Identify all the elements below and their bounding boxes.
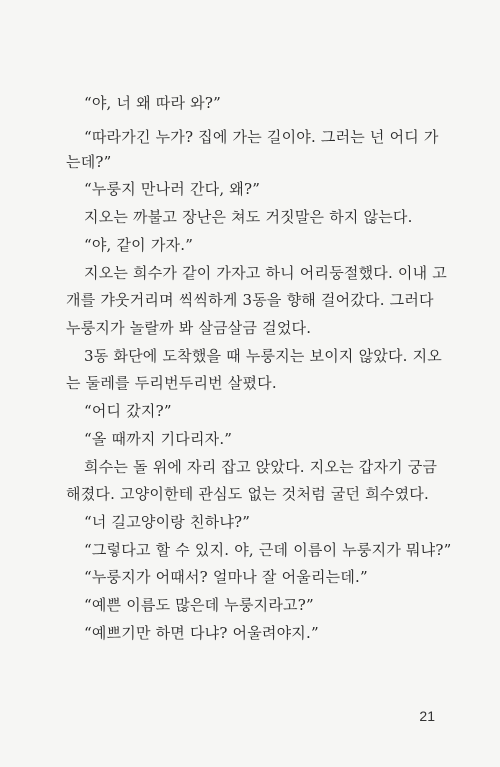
text-line: 3동 화단에 도착했을 때 누룽지는 보이지 않았다. 지오 (84, 347, 442, 365)
text-line: “예쁜 이름도 많은데 누룽지라고?” (84, 596, 314, 614)
text-line: 지오는 까불고 장난은 쳐도 거짓말은 하지 않는다. (84, 208, 413, 226)
text-line: “따라가긴 누가? 집에 가는 길이야. 그러는 넌 어디 가 (84, 128, 439, 146)
text-line: 누룽지가 놀랄까 봐 살금살금 걸었다. (66, 319, 312, 337)
text-line: “예쁘기만 하면 다냐? 어울려야지.” (84, 624, 319, 642)
text-line: 는 둘레를 두리번두리번 살폈다. (66, 374, 277, 392)
text-line: “야, 너 왜 따라 와?” (84, 94, 221, 112)
text-line: “누룽지 만나러 간다, 왜?” (84, 180, 261, 198)
text-line: “누룽지가 어때서? 얼마나 잘 어울리는데.” (84, 568, 368, 586)
text-line: 는데?” (66, 153, 112, 171)
text-line: 지오는 희수가 같이 가자고 하니 어리둥절했다. 이내 고 (84, 264, 447, 282)
text-line: 희수는 돌 위에 자리 잡고 앉았다. 지오는 갑자기 궁금 (84, 458, 438, 476)
text-line: “너 길고양이랑 친하냐?” (84, 513, 251, 531)
text-line: “올 때까지 기다리자.” (84, 430, 233, 448)
text-line: “야, 같이 가자.” (84, 236, 194, 254)
text-line: 개를 갸웃거리며 씩씩하게 3동을 향해 걸어갔다. 그러다 (66, 291, 434, 309)
text-line: “어디 갔지?” (84, 402, 172, 420)
text-line: “그렇다고 할 수 있지. 야, 근데 이름이 누룽지가 뭐냐?” (84, 541, 452, 559)
text-line: 해졌다. 고양이한테 관심도 없는 것처럼 굴던 희수였다. (66, 485, 429, 503)
page-number: 21 (419, 708, 435, 724)
